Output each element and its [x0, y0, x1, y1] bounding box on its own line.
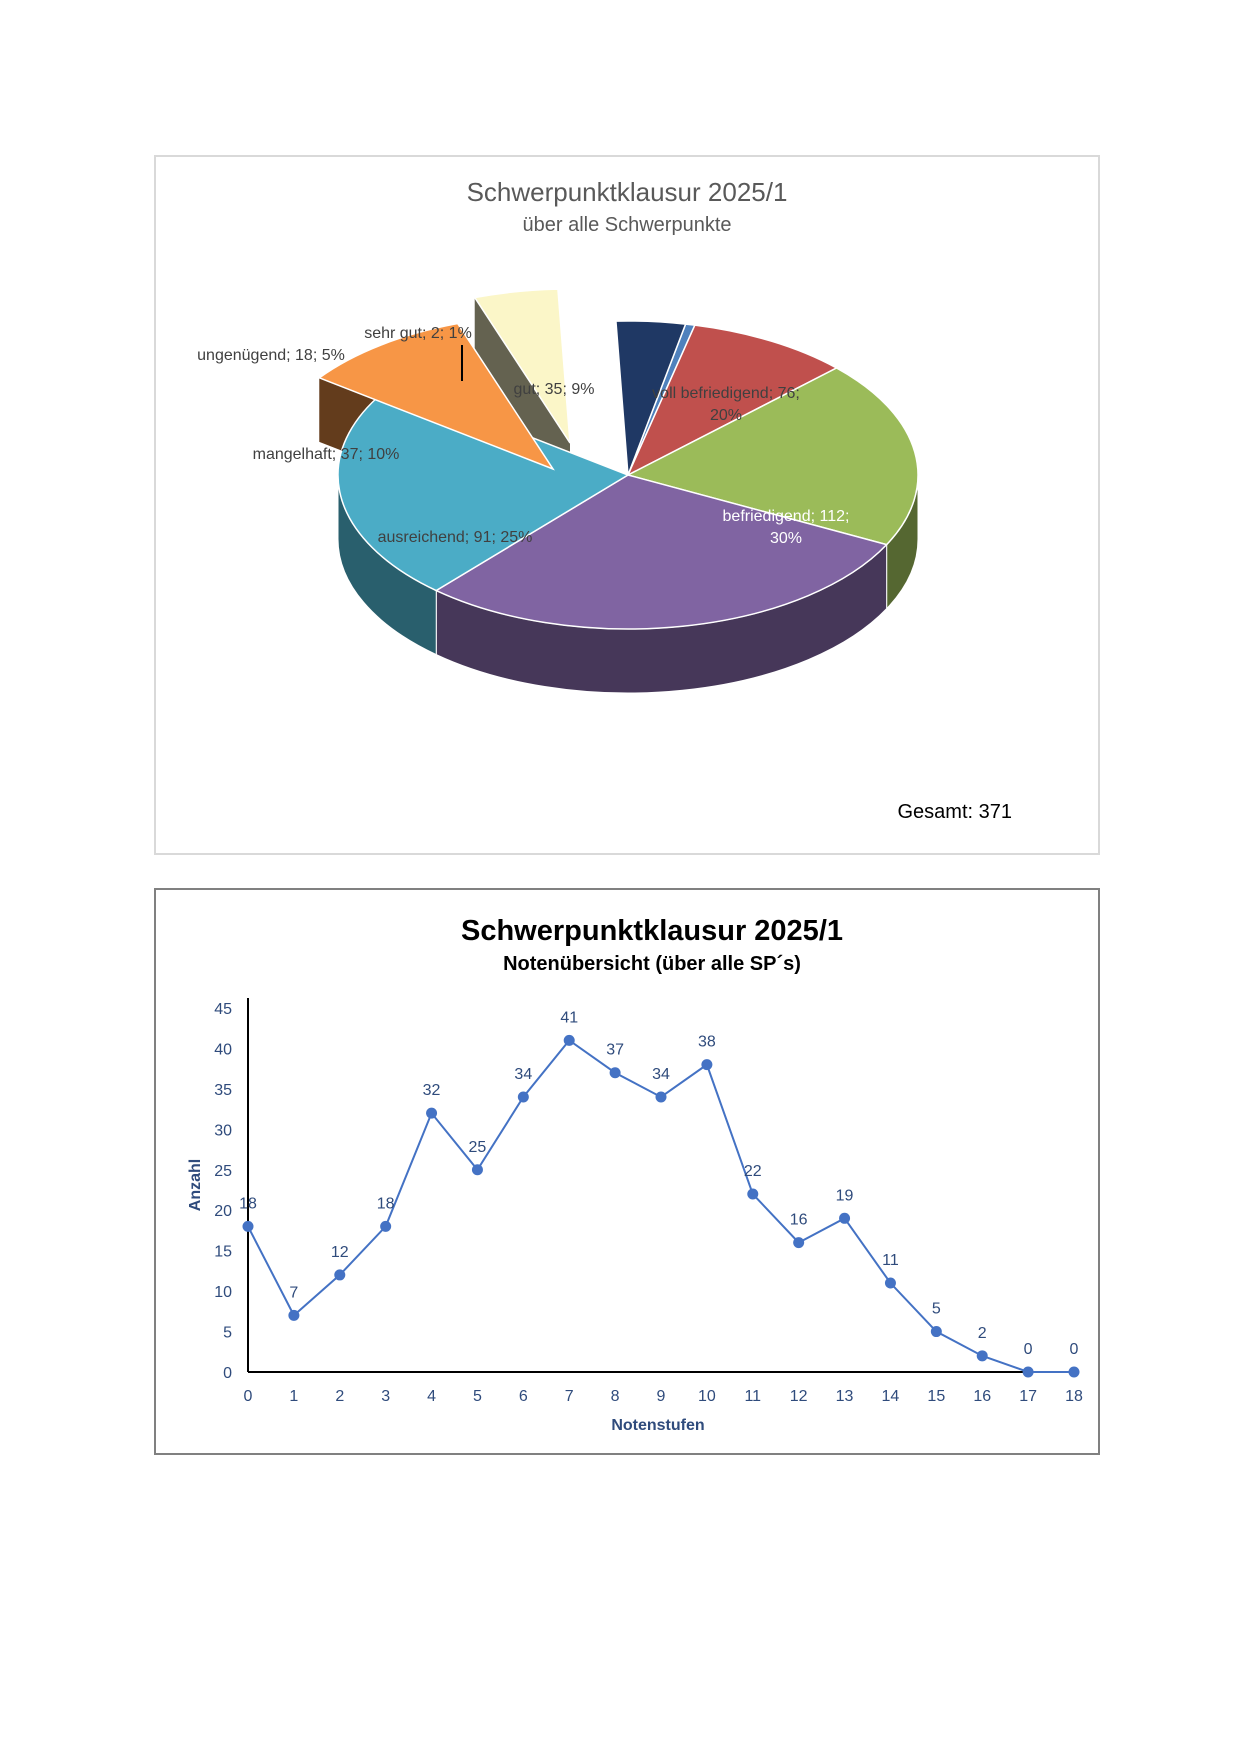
- pie-label-ausreichend: ausreichend; 91; 25%: [377, 529, 533, 546]
- data-label: 0: [1069, 1341, 1079, 1358]
- data-label: 32: [422, 1082, 441, 1100]
- data-point: [885, 1278, 896, 1289]
- line-chart: [156, 890, 1098, 1453]
- y-tick-label: 45: [214, 1001, 232, 1018]
- y-axis-title: Anzahl: [187, 1158, 204, 1212]
- y-tick-label: 25: [214, 1162, 232, 1180]
- x-tick-label: 6: [518, 1388, 528, 1405]
- pie-label-mangelhaft: mangelhaft; 37; 10%: [252, 446, 400, 463]
- y-tick-label: 15: [214, 1243, 232, 1261]
- data-point: [701, 1059, 712, 1070]
- x-tick-label: 16: [973, 1388, 992, 1405]
- data-label: 16: [789, 1211, 808, 1229]
- x-tick-label: 8: [610, 1388, 620, 1405]
- y-tick-label: 30: [214, 1122, 232, 1140]
- pie-chart: [156, 157, 1098, 853]
- x-tick-label: 9: [656, 1388, 666, 1405]
- data-label: 34: [514, 1065, 533, 1083]
- x-tick-label: 18: [1065, 1388, 1083, 1405]
- pie-total-label: Gesamt: 371: [897, 801, 1012, 823]
- line-chart-title: Schwerpunktklausur 2025/1: [461, 915, 843, 947]
- pie-title: Schwerpunktklausur 2025/1: [466, 177, 788, 207]
- data-label: 7: [289, 1284, 299, 1302]
- x-tick-label: 14: [881, 1388, 900, 1405]
- y-tick-label: 10: [214, 1284, 232, 1302]
- x-tick-label: 13: [835, 1388, 854, 1405]
- x-tick-label: 17: [1019, 1388, 1038, 1405]
- data-point: [977, 1350, 988, 1361]
- data-label: 19: [835, 1187, 854, 1205]
- x-tick-label: 3: [381, 1388, 391, 1405]
- x-tick-label: 2: [335, 1388, 345, 1405]
- data-point: [610, 1067, 621, 1078]
- data-point: [288, 1310, 299, 1321]
- pie-label-voll-befriedigend: voll befriedigend; 76; 20%: [652, 385, 800, 424]
- data-point: [793, 1237, 804, 1248]
- x-axis-title: Notenstufen: [611, 1417, 705, 1434]
- x-tick-label: 5: [472, 1388, 482, 1405]
- data-point: [472, 1164, 483, 1175]
- x-tick-label: 4: [427, 1388, 437, 1405]
- pie-label-ungenügend: ungenügend; 18; 5%: [197, 347, 345, 364]
- data-point: [1023, 1367, 1034, 1378]
- data-point: [1069, 1367, 1080, 1378]
- data-point: [518, 1091, 529, 1102]
- y-tick-label: 40: [214, 1041, 232, 1059]
- data-point: [334, 1269, 345, 1280]
- data-point: [931, 1326, 942, 1337]
- data-point: [243, 1221, 254, 1232]
- data-label: 37: [606, 1041, 625, 1059]
- x-tick-label: 12: [789, 1388, 808, 1405]
- data-label: 2: [977, 1324, 987, 1342]
- data-label: 22: [743, 1163, 762, 1181]
- pie-label-gut: gut; 35; 9%: [513, 381, 595, 398]
- pie-subtitle: über alle Schwerpunkte: [522, 214, 732, 236]
- data-label: 34: [652, 1065, 670, 1083]
- data-point: [426, 1108, 437, 1119]
- y-tick-label: 35: [214, 1081, 232, 1099]
- series-line: [248, 1040, 1074, 1372]
- pie-label-befriedigend: befriedigend; 112; 30%: [722, 508, 850, 547]
- y-tick-label: 0: [223, 1365, 232, 1382]
- line-chart-panel: [154, 888, 1100, 1455]
- y-tick-label: 5: [223, 1324, 232, 1342]
- line-chart-subtitle: Notenübersicht (über alle SP´s): [503, 953, 801, 975]
- data-label: 38: [697, 1033, 716, 1051]
- data-label: 5: [931, 1300, 941, 1318]
- x-tick-label: 11: [744, 1388, 762, 1405]
- data-point: [747, 1189, 758, 1200]
- y-tick-label: 20: [214, 1203, 232, 1221]
- x-tick-label: 15: [927, 1388, 946, 1405]
- x-tick-label: 10: [697, 1388, 716, 1405]
- data-label: 18: [239, 1195, 257, 1213]
- x-tick-label: 0: [243, 1388, 253, 1405]
- pie-chart-panel: [154, 155, 1100, 855]
- data-point: [380, 1221, 391, 1232]
- x-tick-label: 7: [564, 1388, 574, 1405]
- data-point: [564, 1035, 575, 1046]
- data-label: 0: [1023, 1341, 1033, 1358]
- data-label: 25: [468, 1138, 487, 1156]
- data-label: 18: [376, 1195, 395, 1213]
- data-point: [839, 1213, 850, 1224]
- x-tick-label: 1: [289, 1388, 299, 1405]
- pie-label-sehr-gut: sehr gut; 2; 1%: [364, 325, 472, 342]
- data-label: 12: [330, 1243, 349, 1261]
- data-label: 11: [882, 1252, 899, 1270]
- data-label: 41: [560, 1009, 579, 1027]
- data-point: [656, 1091, 667, 1102]
